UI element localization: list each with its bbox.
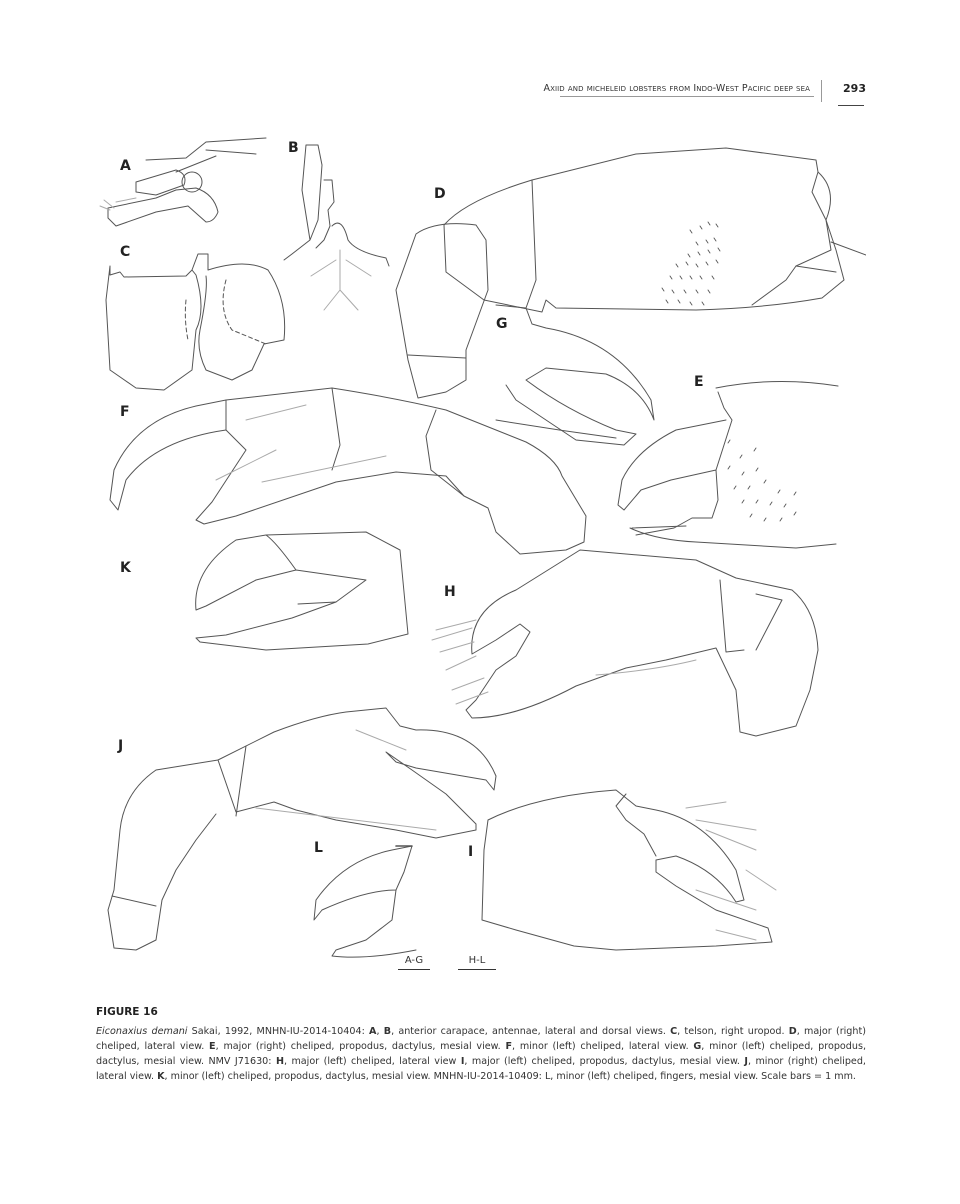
caption-body <box>96 1024 866 1084</box>
panel-h-drawing <box>432 550 818 736</box>
panel-label-h: H <box>444 584 456 600</box>
panel-label-e: E <box>694 374 704 390</box>
caption-segment: Sakai, 1992, MNHN-IU-2014-10404: <box>187 1026 370 1037</box>
caption-segment: I <box>460 1056 465 1067</box>
caption-segment: , major (left) cheliped, propodus, dactylus, mesial view. <box>464 1056 745 1067</box>
running-head <box>543 80 866 102</box>
caption-segment: , minor (left) cheliped, lateral view. <box>512 1041 694 1052</box>
panel-label-k: K <box>120 560 131 576</box>
scale-bar-a-g <box>398 955 430 970</box>
caption-segment: H <box>275 1056 284 1067</box>
scale-bar-label: A-G <box>404 955 424 966</box>
running-head-rule <box>560 96 814 97</box>
panel-a-drawing <box>100 138 266 226</box>
panel-c-drawing <box>106 254 285 390</box>
panel-d-drawing <box>396 148 866 398</box>
caption-heading: FIGURE 16 <box>96 1006 158 1018</box>
caption-segment: , anterior carapace, antennae, lateral and dorsal views. <box>391 1026 671 1037</box>
caption-segment: , telson, right uropod. <box>677 1026 789 1037</box>
caption-segment: K <box>157 1071 165 1082</box>
running-head-separator <box>821 80 822 102</box>
caption-segment: A <box>369 1026 377 1037</box>
scale-bar-label: H-L <box>468 955 486 966</box>
panel-f-drawing <box>110 388 586 554</box>
caption-segment: , minor (left) cheliped, propodus, dactylus, mesial view. NMV J71630: <box>96 1041 866 1067</box>
figure-caption <box>96 1006 866 1084</box>
panel-g-drawing <box>496 305 654 445</box>
running-title: Axiid and micheleid lobsters from Indo-West Pacific deep sea <box>543 83 810 94</box>
caption-segment: , <box>376 1026 384 1037</box>
panel-label-f: F <box>120 404 130 420</box>
panel-label-l: L <box>314 840 323 856</box>
scale-bar-line <box>398 969 430 970</box>
page-number-rule <box>838 105 864 106</box>
panel-k-drawing <box>196 532 408 650</box>
caption-segment: , minor (left) cheliped, propodus, dactylus, mesial view. MNHN-IU-2014-10409: L, minor (left) cheliped, fingers, mesial view. Scale bars = 1 mm. <box>164 1071 856 1082</box>
caption-segment: , major (left) cheliped, lateral view <box>283 1056 461 1067</box>
panel-label-b: B <box>288 140 299 156</box>
caption-segment: Eiconaxius demani <box>96 1026 188 1037</box>
caption-segment: D <box>788 1026 797 1037</box>
caption-segment: B <box>383 1026 392 1037</box>
panel-b-drawing <box>284 145 389 310</box>
panel-i-drawing <box>482 790 776 950</box>
panel-e-drawing <box>618 381 838 548</box>
caption-segment: , major (right) cheliped, propodus, dactylus, mesial view. <box>215 1041 506 1052</box>
caption-segment: , major (right) cheliped, lateral view. <box>96 1026 866 1052</box>
scale-bar-h-l <box>458 955 496 970</box>
panel-label-j: J <box>118 738 124 754</box>
caption-segment: , minor (right) cheliped, lateral view. <box>96 1056 866 1082</box>
caption-segment: G <box>693 1041 702 1052</box>
caption-segment: J <box>744 1056 748 1067</box>
caption-segment: F <box>505 1041 513 1052</box>
panel-j-drawing <box>108 708 496 950</box>
panel-label-c: C <box>120 244 131 260</box>
panel-l-drawing <box>314 846 416 957</box>
scale-bar-line <box>458 969 496 970</box>
panel-label-g: G <box>496 316 508 332</box>
caption-segment: C <box>670 1026 678 1037</box>
caption-segment: E <box>209 1041 216 1052</box>
figure-drawings <box>96 130 866 990</box>
page-number: 293 <box>843 82 866 95</box>
panel-label-a: A <box>120 158 131 174</box>
figure-plate <box>96 130 866 990</box>
panel-label-i: I <box>468 844 474 860</box>
panel-label-d: D <box>434 186 446 202</box>
